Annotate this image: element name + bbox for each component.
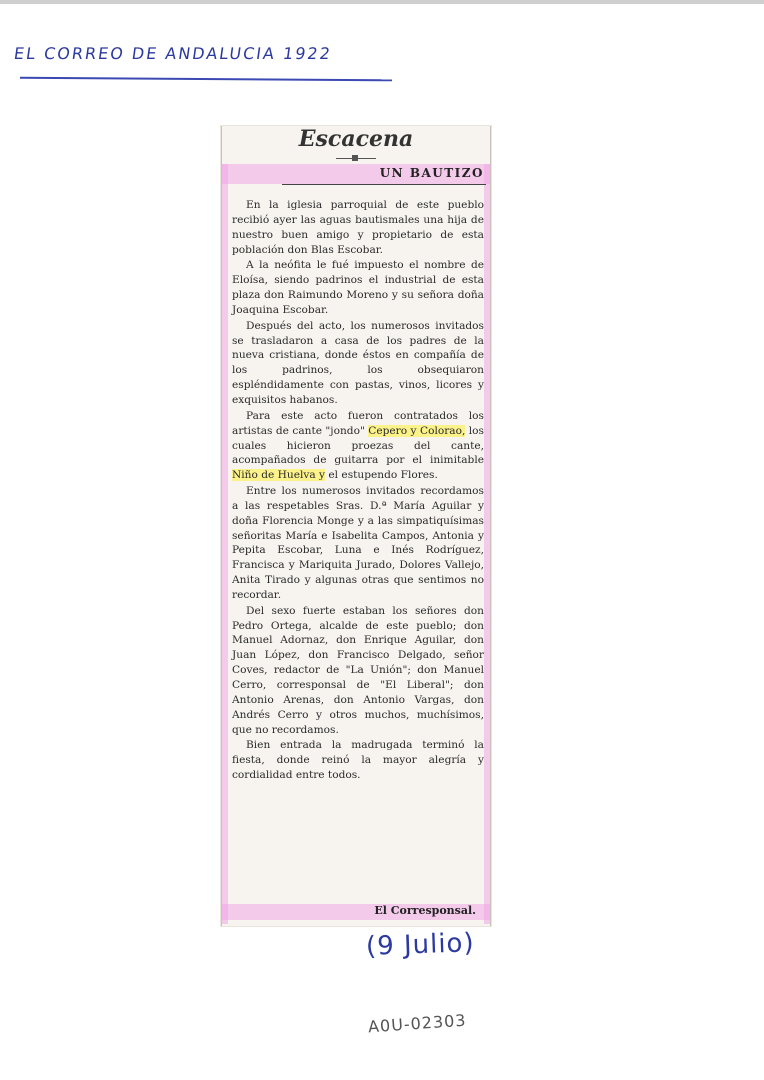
article-body xyxy=(232,198,484,784)
text-segment: los cuales hicieron proezas del cante, acompañados de guitarra por el inimitable xyxy=(232,424,484,467)
article-paragraph: Del sexo fuerte estaban los señores don Pedro Ortega, alcalde de este pueblo; don Manuel Adornaz, don Enrique Aguilar, don Juan López, don Francisco Delgado, señor Coves, redactor de "La Unión"; don Manuel Cerro, corresponsal de "El Liberal"; don Antonio Arenas, don Antonio Vargas, don Andrés Cerro y otros muchos, muchísimos, que no recordamos. xyxy=(232,604,484,736)
handwritten-underline xyxy=(20,77,392,82)
clipping-title: Escacena xyxy=(298,126,414,152)
article-paragraph: En la iglesia parroquial de este pueblo recibió ayer las aguas bautismales una hija de nuestro buen amigo y propietario de esta población don Blas Escobar. xyxy=(232,199,484,256)
article-paragraph: Bien entrada la madrugada terminó la fiesta, donde reinó la mayor alegría y cordialidad entre todos. xyxy=(232,739,484,782)
scan-top-edge xyxy=(0,0,764,4)
title-ornament xyxy=(336,158,376,159)
newspaper-clipping xyxy=(221,126,491,926)
yellow-highlight: Niño de Huelva y xyxy=(232,469,326,482)
text-segment: Para este acto fueron contratados los artistas de cante "jondo" xyxy=(232,409,484,437)
handwritten-reference: A0U-02303 xyxy=(367,1010,468,1037)
marker-highlight-right xyxy=(484,164,490,924)
yellow-highlight: Cepero y Colorao, xyxy=(368,424,466,437)
section-heading: UN BAUTIZO xyxy=(379,166,484,180)
article-paragraph: Entre los numerosos invitados recordamos a las respetables Sras. D.ª María Aguilar y doña Florencia Monge y a las simpatiquísimas señoritas María e Isabelita Campos, Antonia y Pepita Escobar, Luna e Inés Rodríguez, Francisca y Mariquita Jurado, Dolores Vallejo, Anita Tirado y algunas otras que sentimos no recordar. xyxy=(232,485,484,601)
section-rule xyxy=(282,184,486,185)
signature: El Corresponsal. xyxy=(374,904,476,917)
handwritten-date: (9 Julio) xyxy=(365,928,476,962)
article-paragraph: Después del acto, los numerosos invitados se trasladaron a casa de los padres de la nueva cristiana, donde éstos en compañía de los padrinos, los obsequiaron espléndidamente con pastas, vinos, licores y exquisitos habanos. xyxy=(232,319,484,406)
article-paragraph-highlighted xyxy=(232,409,484,483)
marker-highlight-left xyxy=(222,164,228,924)
article-paragraph: A la neófita le fué impuesto el nombre de Eloísa, siendo padrinos el industrial de esta plaza don Raimundo Moreno y su señora doña Joaquina Escobar. xyxy=(232,259,484,316)
text-segment: el estupendo Flores. xyxy=(325,469,438,482)
handwritten-header: EL CORREO DE ANDALUCIA 1922 xyxy=(12,44,334,63)
